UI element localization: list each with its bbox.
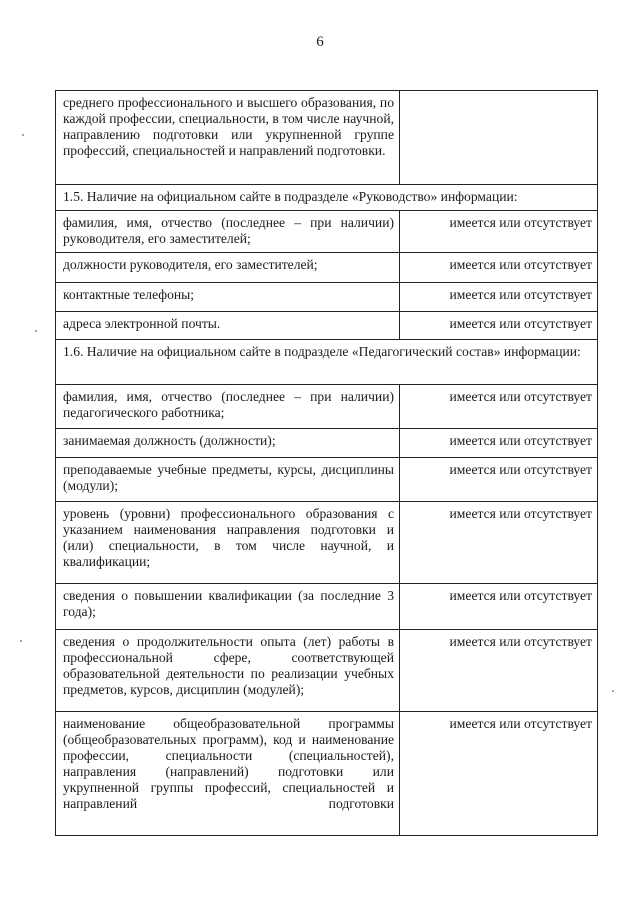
criterion-text: адреса электронной почты. <box>56 312 400 340</box>
table-row <box>56 458 598 502</box>
criterion-status: имеется или отсутствует <box>400 385 598 429</box>
table-row <box>56 385 598 429</box>
table-row <box>56 429 598 458</box>
criterion-status: имеется или отсутствует <box>400 253 598 283</box>
criterion-text: контактные телефоны; <box>56 283 400 312</box>
criterion-text: должности руководителя, его заместителей; <box>56 253 400 283</box>
table-row <box>56 253 598 283</box>
scan-speck <box>35 330 37 332</box>
scan-speck <box>20 640 22 642</box>
table-row <box>56 283 598 312</box>
table-row <box>56 211 598 253</box>
section-row <box>56 340 598 385</box>
table-row <box>56 630 598 712</box>
table-row <box>56 584 598 630</box>
criteria-table <box>55 90 598 836</box>
criterion-status: имеется или отсутствует <box>400 630 598 712</box>
section-row <box>56 185 598 211</box>
criterion-status <box>400 91 598 185</box>
criterion-text: сведения о повышении квалификации (за последние 3 года); <box>56 584 400 630</box>
criterion-text: сведения о продолжительности опыта (лет) работы в профессиональной сфере, соответствующей образовательной деятельности по реализации учебных предметов, курсов, дисциплин (модулей); <box>56 630 400 712</box>
section-heading: 1.5. Наличие на официальном сайте в подразделе «Руководство» информации: <box>56 185 598 211</box>
criterion-status: имеется или отсутствует <box>400 584 598 630</box>
page-number: 6 <box>316 34 324 50</box>
criterion-text: фамилия, имя, отчество (последнее – при наличии) педагогического работника; <box>56 385 400 429</box>
criterion-status: имеется или отсутствует <box>400 283 598 312</box>
criterion-status: имеется или отсутствует <box>400 429 598 458</box>
criterion-status: имеется или отсутствует <box>400 502 598 584</box>
criterion-text: наименование общеобразовательной программы (общеобразовательных программ), код и наименование профессии, специальности (специальностей), направления (направлений) подготовки или укрупненной группы профессий, специальностей и направлений подготовки <box>56 712 400 836</box>
scan-speck <box>22 134 24 136</box>
table-row <box>56 502 598 584</box>
criterion-text: преподаваемые учебные предметы, курсы, дисциплины (модули); <box>56 458 400 502</box>
criterion-status: имеется или отсутствует <box>400 458 598 502</box>
table-row <box>56 312 598 340</box>
criterion-status: имеется или отсутствует <box>400 312 598 340</box>
scan-speck <box>612 690 614 692</box>
criterion-text: занимаемая должность (должности); <box>56 429 400 458</box>
table-row <box>56 712 598 836</box>
criterion-text: фамилия, имя, отчество (последнее – при наличии) руководителя, его заместителей; <box>56 211 400 253</box>
table-row <box>56 91 598 185</box>
criterion-status: имеется или отсутствует <box>400 211 598 253</box>
criterion-status: имеется или отсутствует <box>400 712 598 836</box>
criterion-text: уровень (уровни) профессионального образования с указанием наименования направления подготовки и (или) специальности, в том числе научной, и квалификации; <box>56 502 400 584</box>
criterion-text: среднего профессионального и высшего образования, по каждой профессии, специальности, в том числе научной, направлению подготовки или укрупненной группе профессий, специальностей и направлений подготовки. <box>56 91 400 185</box>
section-heading: 1.6. Наличие на официальном сайте в подразделе «Педагогический состав» информации: <box>56 340 598 385</box>
